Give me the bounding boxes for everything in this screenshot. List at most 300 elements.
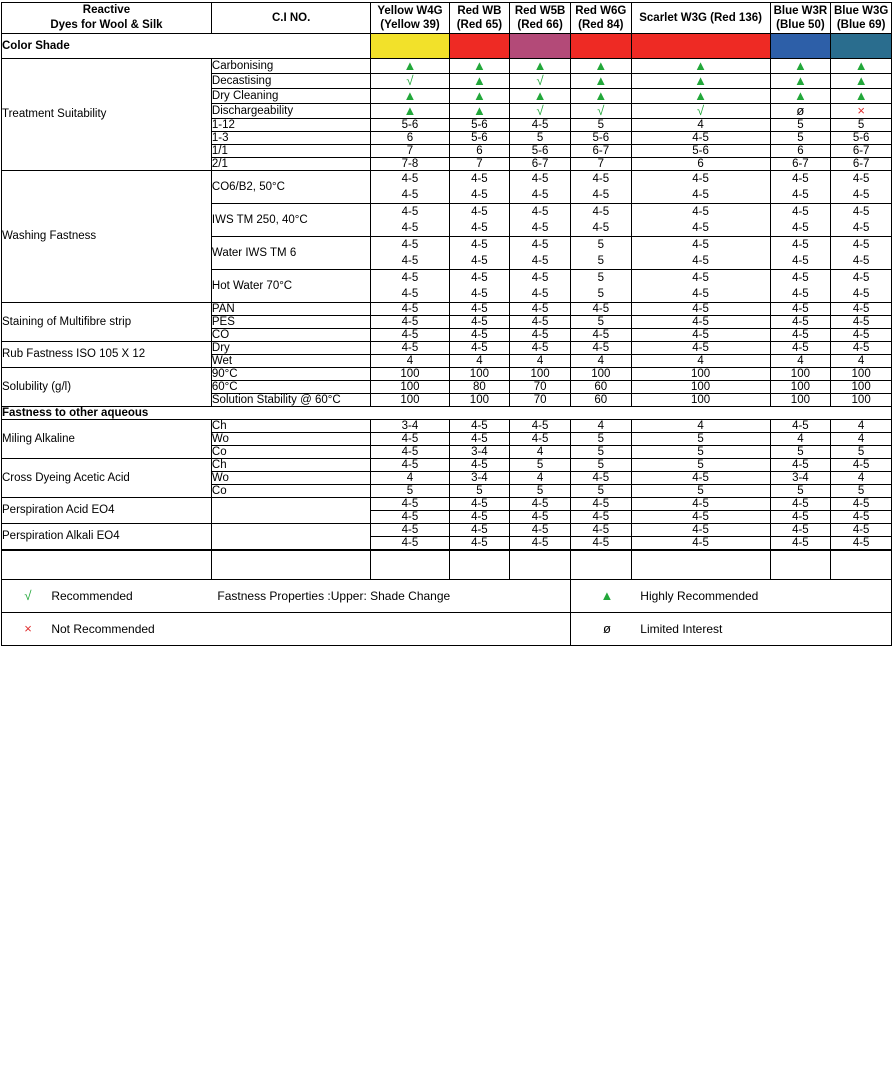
table-row (2, 497, 892, 510)
row-sublabel: PES (211, 315, 370, 328)
cell-value: 5 (631, 458, 770, 471)
cell-value: 100 (510, 367, 571, 380)
triangle-icon: ▲ (854, 72, 868, 88)
cell-value (371, 73, 449, 88)
cell-value: 5 (570, 484, 631, 497)
sheet-title-line2: Dyes for Wool & Silk (50, 18, 163, 31)
cell-lower: 4-5 (852, 188, 870, 201)
cell-value: 4-5 (510, 328, 571, 341)
cell-upper: 4-5 (401, 205, 419, 218)
check-icon: √ (536, 72, 544, 88)
cell-value: 5 (570, 118, 631, 131)
legend-row-recommended (2, 579, 892, 612)
legend-blank-5 (831, 612, 892, 645)
cell-value: 4-5 (449, 328, 510, 341)
row-sublabel: 1/1 (211, 144, 370, 157)
cell-value: 4-5 (631, 131, 770, 144)
cell-value: 4-5 (371, 458, 449, 471)
cell-value: 4-5 (570, 328, 631, 341)
cell-value: 5-6 (510, 144, 571, 157)
cell-value: 100 (831, 367, 892, 380)
cell-value: 5 (770, 445, 831, 458)
cell-value: 4 (831, 471, 892, 484)
cell-value: 5 (510, 131, 571, 144)
cell-value: 4 (631, 118, 770, 131)
cell-lower: 5 (597, 287, 604, 300)
cell-value: 70 (510, 380, 571, 393)
aqueous-label: Fastness to other aqueous (2, 406, 892, 419)
cell-value (371, 236, 449, 269)
cell-value: 60 (570, 393, 631, 406)
cell-value: 4-5 (570, 497, 631, 510)
cell-value: 4-5 (831, 341, 892, 354)
cell-upper: 4-5 (692, 205, 709, 218)
cell-lower: 4-5 (592, 221, 610, 234)
cell-value: 100 (631, 367, 770, 380)
row-sublabel: Dry Cleaning (211, 88, 370, 103)
cell-value: 100 (631, 393, 770, 406)
cell-value: 100 (831, 393, 892, 406)
cell-lower: 4-5 (792, 254, 809, 267)
cell-value: 5-6 (371, 118, 449, 131)
sheet-title-line1: Reactive (82, 4, 131, 16)
cell-value: 6-7 (510, 157, 571, 170)
cell-value: 5 (631, 484, 770, 497)
cell-value: 4-5 (570, 471, 631, 484)
legend-blank-2 (831, 579, 892, 612)
cell-value: 4 (631, 354, 770, 367)
cell-value: 4-5 (449, 458, 510, 471)
cell-upper: 4-5 (852, 205, 870, 218)
cell-value (631, 269, 770, 302)
cell-value: 3-4 (449, 445, 510, 458)
cell-value: 4-5 (371, 432, 449, 445)
aqueous-section-label-0: Miling Alkaline (2, 419, 212, 458)
cell-value: 5 (570, 458, 631, 471)
cell-upper: 4-5 (852, 238, 870, 251)
cell-value: 100 (371, 380, 449, 393)
color-shade-label: Color Shade (2, 33, 371, 58)
cell-value: 6 (449, 144, 510, 157)
table-head (2, 3, 892, 34)
color-swatch-0 (371, 33, 449, 58)
cell-upper: 4-5 (692, 271, 709, 284)
legend-table (1, 550, 892, 646)
cell-value: 4 (631, 419, 770, 432)
row-sublabel: 60°C (211, 380, 370, 393)
color-swatch-5 (770, 33, 831, 58)
legend-blank-3 (211, 612, 570, 645)
triangle-icon: ▲ (854, 87, 868, 103)
cell-value: 4-5 (371, 536, 449, 549)
cell-value: 4-5 (770, 315, 831, 328)
cell-lower: 4-5 (592, 188, 610, 201)
cell-value (631, 88, 770, 103)
treatment-section-label-2: Staining of Multifibre strip (2, 302, 212, 341)
cell-value: 4-5 (831, 315, 892, 328)
cell-value: 5 (831, 484, 892, 497)
cell-value: 5 (570, 445, 631, 458)
cell-value: 5-6 (570, 131, 631, 144)
cell-value: 4 (510, 445, 571, 458)
cell-value (570, 170, 631, 203)
perspiration-label-1: Perspiration Alkali EO4 (2, 523, 212, 549)
table-row (2, 458, 892, 471)
column-header-4: Scarlet W3G (Red 136) (631, 3, 770, 34)
cell-value: 4-5 (449, 302, 510, 315)
triangle-icon: ▲ (403, 102, 417, 118)
cell-value: 4-5 (631, 510, 770, 523)
cell-value: 5 (449, 484, 510, 497)
row-sublabel: Ch (211, 458, 370, 471)
cell-value: 4-5 (631, 341, 770, 354)
row-sublabel: PAN (211, 302, 370, 315)
cell-value: 4-5 (770, 419, 831, 432)
cell-upper: 4-5 (471, 172, 488, 185)
treatment-section-label-4: Solubility (g/l) (2, 367, 212, 406)
cell-value (770, 236, 831, 269)
cell-upper: 4-5 (401, 172, 419, 185)
row-sublabel: 1-3 (211, 131, 370, 144)
legend-highly-cell (570, 579, 770, 612)
cell-value: 4-5 (631, 497, 770, 510)
cell-value: 5 (570, 432, 631, 445)
cell-value (449, 103, 510, 118)
cell-value: 4-5 (449, 432, 510, 445)
row-sublabel: Decastising (211, 73, 370, 88)
cell-value: 4-5 (449, 497, 510, 510)
cell-value: 4-5 (371, 523, 449, 536)
cell-value: 5 (831, 118, 892, 131)
cell-value: 4-5 (510, 523, 571, 536)
cell-value: 6-7 (831, 157, 892, 170)
cell-value: 4-5 (770, 523, 831, 536)
triangle-icon: ▲ (594, 72, 608, 88)
cell-upper: 4-5 (401, 271, 419, 284)
legend-recommended-label: Recommended (51, 588, 133, 603)
cell-value (449, 236, 510, 269)
cell-value: 100 (631, 380, 770, 393)
cell-value: 4 (371, 354, 449, 367)
legend-row-not-recommended (2, 612, 892, 645)
cell-value (770, 73, 831, 88)
legend-spacer-cell-1 (211, 550, 370, 579)
cell-value: 7 (371, 144, 449, 157)
triangle-icon: ▲ (793, 57, 807, 73)
triangle-icon: ▲ (472, 87, 486, 103)
cell-value: 6-7 (570, 144, 631, 157)
cell-value (510, 203, 571, 236)
main-table (1, 2, 892, 550)
cell-upper: 4-5 (852, 172, 870, 185)
cell-value: 100 (449, 393, 510, 406)
cell-value (631, 58, 770, 73)
cell-value: 5 (631, 432, 770, 445)
row-sublabel: Solution Stability @ 60°C (211, 393, 370, 406)
cell-lower: 4-5 (471, 254, 488, 267)
cell-value: 4 (770, 354, 831, 367)
cell-value: 4-5 (510, 341, 571, 354)
cell-lower: 4-5 (471, 188, 488, 201)
legend-not-recommended-label: Not Recommended (51, 621, 155, 636)
cell-value: 4-5 (371, 510, 449, 523)
legend-limited-label: Limited Interest (640, 621, 723, 636)
slashed-circle-icon: ø (602, 620, 611, 636)
cell-value: 4-5 (510, 536, 571, 549)
cell-value: 4-5 (770, 536, 831, 549)
cell-upper: 4-5 (531, 205, 549, 218)
cell-value: 7 (570, 157, 631, 170)
ci-no-header: C.I NO. (211, 3, 370, 34)
cell-upper: 4-5 (531, 238, 549, 251)
treatment-section-label-1: Washing Fastness (2, 170, 212, 302)
cell-value (371, 58, 449, 73)
cell-value: 100 (371, 367, 449, 380)
treatment-section-label-3: Rub Fastness ISO 105 X 12 (2, 341, 212, 367)
cell-value (831, 236, 892, 269)
slashed-circle-icon: ø (796, 102, 805, 118)
cell-value (449, 203, 510, 236)
cell-value: 7 (449, 157, 510, 170)
cell-upper: 4-5 (531, 271, 549, 284)
cell-value: 4-5 (831, 523, 892, 536)
cell-value: 4-5 (510, 315, 571, 328)
row-sublabel: Carbonising (211, 58, 370, 73)
row-sublabel: Co (211, 445, 370, 458)
row-sublabel: Wo (211, 471, 370, 484)
cell-upper: 4-5 (792, 172, 809, 185)
legend-recommended-cell (2, 579, 212, 612)
cell-upper: 4-5 (471, 238, 488, 251)
cell-value: 5 (510, 484, 571, 497)
cell-lower: 4-5 (401, 221, 419, 234)
cell-value: 4 (510, 354, 571, 367)
color-swatch-2 (510, 33, 571, 58)
check-icon: √ (697, 102, 705, 118)
cell-value (631, 203, 770, 236)
cell-value (510, 103, 571, 118)
cell-value (770, 269, 831, 302)
cell-value: 4-5 (570, 510, 631, 523)
perspiration-sub-blank-0 (211, 497, 370, 523)
color-swatch-4 (631, 33, 770, 58)
cell-lower: 4-5 (692, 287, 709, 300)
cell-lower: 4-5 (531, 221, 549, 234)
triangle-icon: ▲ (403, 57, 417, 73)
treatment-section-label-0: Treatment Suitability (2, 58, 212, 170)
color-shade-row (2, 33, 892, 58)
cell-value (510, 58, 571, 73)
cell-value (570, 103, 631, 118)
cell-value: 100 (371, 393, 449, 406)
cell-lower: 4-5 (852, 221, 870, 234)
cell-lower: 5 (597, 254, 604, 267)
cell-value (510, 170, 571, 203)
table-row (2, 58, 892, 73)
legend-spacer-cell-4 (510, 550, 571, 579)
cell-value (510, 236, 571, 269)
cell-lower: 4-5 (471, 287, 488, 300)
cell-value: 6 (371, 131, 449, 144)
cell-value (770, 88, 831, 103)
triangle-icon: ▲ (472, 72, 486, 88)
cell-value: 4-5 (510, 302, 571, 315)
cell-value: 4-5 (631, 302, 770, 315)
row-sublabel: 1-12 (211, 118, 370, 131)
cell-value (371, 88, 449, 103)
cell-lower: 4-5 (792, 188, 809, 201)
cell-value: 7-8 (371, 157, 449, 170)
row-sublabel: CO (211, 328, 370, 341)
cell-upper: 4-5 (792, 271, 809, 284)
column-header-1: Red WB (Red 65) (449, 3, 510, 34)
cell-lower: 4-5 (531, 254, 549, 267)
cell-value: 3-4 (770, 471, 831, 484)
cross-icon: × (857, 102, 865, 118)
cell-value (831, 203, 892, 236)
cell-value: 4-5 (831, 497, 892, 510)
cell-value (570, 58, 631, 73)
column-header-0-ci: (Yellow 39) (380, 18, 440, 31)
row-sublabel: Hot Water 70°C (211, 269, 370, 302)
cell-lower: 4-5 (852, 254, 870, 267)
cell-value (570, 236, 631, 269)
cell-value: 4-5 (831, 536, 892, 549)
row-sublabel: Dry (211, 341, 370, 354)
cell-value: 100 (449, 367, 510, 380)
row-sublabel: Wo (211, 432, 370, 445)
cell-value: 4-5 (831, 510, 892, 523)
cell-value (631, 103, 770, 118)
triangle-icon: ▲ (793, 87, 807, 103)
cell-value: 4-5 (570, 341, 631, 354)
legend-spacer-cell-3 (449, 550, 510, 579)
cell-value (510, 88, 571, 103)
column-header-0 (371, 3, 449, 34)
cell-upper: 4-5 (592, 205, 610, 218)
cell-value (631, 170, 770, 203)
aqueous-section-label-1: Cross Dyeing Acetic Acid (2, 458, 212, 497)
legend-blank-1 (770, 579, 831, 612)
legend-spacer-cell-0 (2, 550, 212, 579)
cell-value: 4-5 (449, 536, 510, 549)
column-header-2: Red W5B (Red 66) (510, 3, 571, 34)
column-header-5: Blue W3R (Blue 50) (770, 3, 831, 34)
cell-value (831, 58, 892, 73)
cell-value (570, 73, 631, 88)
legend-not-recommended-cell (2, 612, 212, 645)
triangle-icon: ▲ (694, 87, 708, 103)
header-row (2, 3, 892, 34)
cell-value: 4 (570, 354, 631, 367)
cell-value: 4 (449, 354, 510, 367)
row-sublabel: Wet (211, 354, 370, 367)
cell-value: 4-5 (570, 302, 631, 315)
legend-spacer-cell-7 (770, 550, 831, 579)
cell-value: 4-5 (631, 315, 770, 328)
cell-lower: 4-5 (531, 287, 549, 300)
cell-value (449, 170, 510, 203)
cell-value: 4 (831, 432, 892, 445)
triangle-icon: ▲ (533, 57, 547, 73)
cell-value: 6-7 (831, 144, 892, 157)
cell-value: 4-5 (831, 328, 892, 341)
triangle-icon: ▲ (403, 87, 417, 103)
cell-value (371, 170, 449, 203)
cell-upper: 5 (597, 271, 604, 284)
legend-spacer-cell-6 (631, 550, 770, 579)
row-sublabel: IWS TM 250, 40°C (211, 203, 370, 236)
cell-value: 4-5 (371, 497, 449, 510)
column-header-3: Red W6G (Red 84) (570, 3, 631, 34)
cell-upper: 4-5 (401, 238, 419, 251)
cell-value: 4-5 (770, 458, 831, 471)
cell-value: 4-5 (770, 341, 831, 354)
cell-lower: 4-5 (401, 287, 419, 300)
cell-value (831, 103, 892, 118)
triangle-icon: ▲ (594, 87, 608, 103)
cell-value: 4-5 (510, 419, 571, 432)
cell-value (510, 73, 571, 88)
perspiration-sub-blank-1 (211, 523, 370, 549)
column-header-6: Blue W3G (Blue 69) (831, 3, 892, 34)
cell-value (570, 269, 631, 302)
row-sublabel: CO6/B2, 50°C (211, 170, 370, 203)
legend-note-cell: Fastness Properties :Upper: Shade Change (211, 579, 570, 612)
perspiration-label-0: Perspiration Acid EO4 (2, 497, 212, 523)
row-sublabel: Dischargeability (211, 103, 370, 118)
cell-value: 5-6 (831, 131, 892, 144)
cell-value: 5 (770, 118, 831, 131)
cell-value: 3-4 (371, 419, 449, 432)
cell-upper: 4-5 (471, 271, 488, 284)
cell-value: 4-5 (449, 315, 510, 328)
check-icon: √ (597, 102, 605, 118)
row-sublabel: 90°C (211, 367, 370, 380)
cell-upper: 4-5 (471, 205, 488, 218)
cross-icon: × (24, 620, 32, 636)
cell-lower: 4-5 (471, 221, 488, 234)
triangle-icon: ▲ (533, 87, 547, 103)
cell-value (770, 58, 831, 73)
cell-lower: 4-5 (531, 188, 549, 201)
cell-value (449, 269, 510, 302)
cell-upper: 4-5 (531, 172, 549, 185)
cell-value: 5 (510, 458, 571, 471)
cell-value: 4 (510, 471, 571, 484)
aqueous-section-row (2, 406, 892, 419)
cell-value: 3-4 (449, 471, 510, 484)
table-row (2, 419, 892, 432)
cell-value: 4-5 (510, 432, 571, 445)
cell-value: 5-6 (449, 118, 510, 131)
triangle-icon: ▲ (793, 72, 807, 88)
cell-value: 5 (570, 315, 631, 328)
cell-value: 4-5 (371, 302, 449, 315)
cell-value (570, 88, 631, 103)
cell-lower: 4-5 (401, 188, 419, 201)
legend-highly-label: Highly Recommended (640, 588, 759, 603)
cell-value: 4-5 (371, 315, 449, 328)
row-sublabel: 2/1 (211, 157, 370, 170)
check-icon: √ (406, 72, 414, 88)
cell-lower: 4-5 (792, 221, 809, 234)
cell-value (831, 170, 892, 203)
cell-value: 5 (831, 445, 892, 458)
cell-lower: 4-5 (852, 287, 870, 300)
cell-value (770, 170, 831, 203)
color-swatch-1 (449, 33, 510, 58)
